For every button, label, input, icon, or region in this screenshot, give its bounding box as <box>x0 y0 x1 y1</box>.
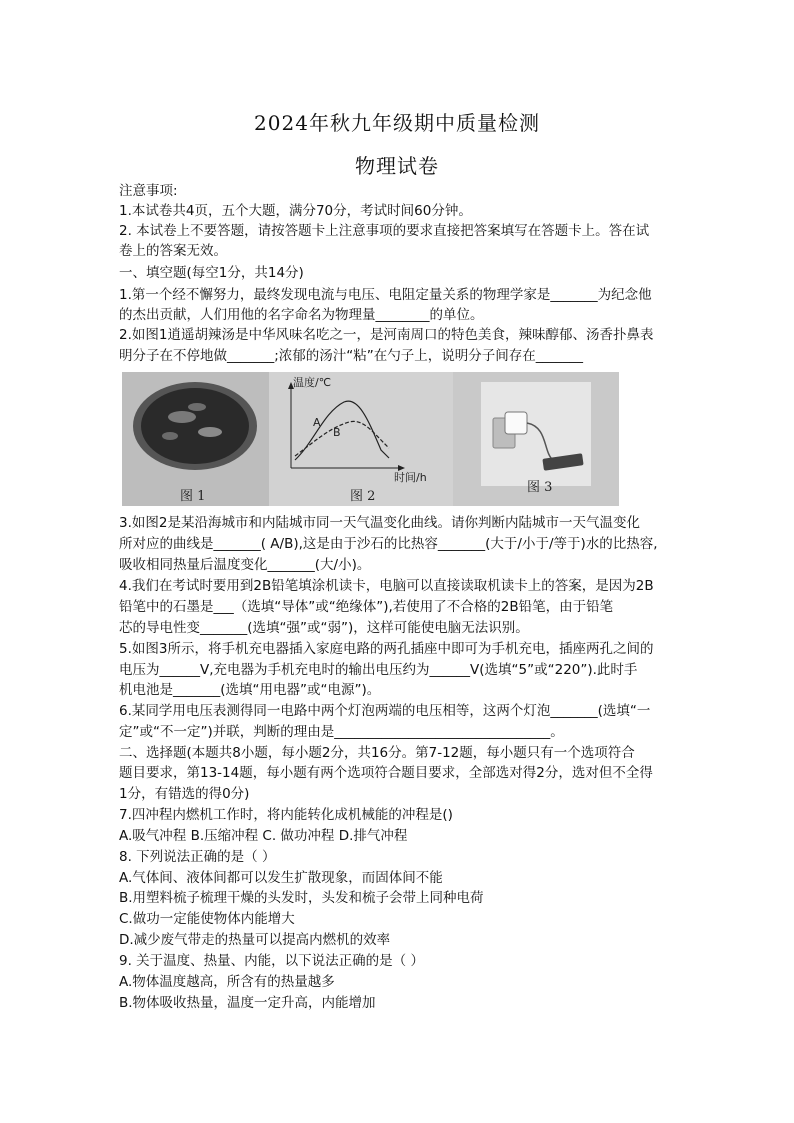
question-7: 7.四冲程内燃机工作时，将内能转化成机械能的冲程是() <box>119 807 453 823</box>
exam-title: 2024年秋九年级期中质量检测 <box>254 111 540 135</box>
question-5-line-3: 机电池是_______(选填“用电器”或“电源”)。 <box>119 682 381 698</box>
question-8: 8. 下列说法正确的是（ ） <box>119 849 276 865</box>
notice-heading: 注意事项: <box>119 183 178 199</box>
notice-2: 2. 本试卷上不要答题，请按答题卡上注意事项的要求直接把答案填写在答题卡上。答在试 <box>119 223 650 239</box>
question-8-option-a: A.气体间、液体间都可以发生扩散现象，而固体间不能 <box>119 870 443 886</box>
section-2-heading-line-2: 题目要求，第13-14题，每小题有两个选项符合题目要求，全部选对得2分，选对但不全得 <box>119 765 653 781</box>
question-8-option-b: B.用塑料梳子梳理干燥的头发时，头发和梳子会带上同种电荷 <box>119 890 484 906</box>
question-6-line-2: 定”或“不一定”)并联，判断的理由是________________________________。 <box>119 724 564 740</box>
question-4-line-2: 铅笔中的石墨是___（选填“导体”或“绝缘体”),若使用了不合格的2B铅笔，由于铅笔 <box>119 599 614 615</box>
exam-subtitle: 物理试卷 <box>355 154 439 178</box>
figure-2-label: 图 2 <box>350 489 376 504</box>
question-9-option-b: B.物体吸收热量，温度一定升高，内能增加 <box>119 995 376 1011</box>
question-3-line-1: 3.如图2是某沿海城市和内陆城市同一天气温变化曲线。请你判断内陆城市一天气温变化 <box>119 515 640 531</box>
curve-b-label: B <box>333 426 341 439</box>
notice-1: 1.本试卷共4页，五个大题，满分70分，考试时间60分钟。 <box>119 203 472 219</box>
figure-1-label: 图 1 <box>180 489 206 504</box>
question-5-line-1: 5.如图3所示，将手机充电器插入家庭电路的两孔插座中即可为手机充电，插座两孔之间的 <box>119 641 654 657</box>
question-3-line-2: 所对应的曲线是_______( A/B),这是由于沙石的比热容_______(大于/小于/等于)水的比热容, <box>119 536 658 552</box>
y-axis-label: 温度/℃ <box>293 376 332 389</box>
question-2-line-1: 2.如图1逍遥胡辣汤是中华风味名吃之一，是河南周口的特色美食，辣味醇郁、汤香扑鼻表 <box>119 327 654 343</box>
section-2-heading-line-1: 二、选择题(本题共8小题，每小题2分，共16分。第7-12题，每小题只有一个选项符合 <box>119 745 635 761</box>
question-1-line-1: 1.第一个经不懈努力，最终发现电流与电压、电阻定量关系的物理学家是_______为纪念他 <box>119 287 652 303</box>
notice-2-cont: 卷上的答案无效。 <box>119 243 227 259</box>
question-3-line-3: 吸收相同热量后温度变化_______(大/小)。 <box>119 557 371 573</box>
question-7-options: A.吸气冲程 B.压缩冲程 C. 做功冲程 D.排气冲程 <box>119 828 408 844</box>
question-8-option-c: C.做功一定能使物体内能增大 <box>119 911 295 927</box>
question-2-line-2: 明分子在不停地做_______;浓郁的汤汁“粘”在勺子上，说明分子间存在_______ <box>119 348 584 364</box>
question-1-line-2: 的杰出贡献，人们用他的名字命名为物理量________的单位。 <box>119 307 484 323</box>
section-1-heading: 一、填空题(每空1分，共14分) <box>119 265 304 281</box>
question-9-option-a: A.物体温度越高，所含有的热量越多 <box>119 974 335 990</box>
x-axis-label: 时间/h <box>394 471 427 484</box>
question-5-line-2: 电压为______V,充电器为手机充电时的输出电压约为______V(选填“5”或“220”).此时手 <box>119 662 638 678</box>
question-4-line-1: 4.我们在考试时要用到2B铅笔填涂机读卡，电脑可以直接读取机读卡上的答案，是因为2B <box>119 578 654 594</box>
figure-3-label: 图 3 <box>527 480 553 495</box>
question-8-option-d: D.减少废气带走的热量可以提高内燃机的效率 <box>119 932 391 948</box>
question-6-line-1: 6.某同学用电压表测得同一电路中两个灯泡两端的电压相等，这两个灯泡_______(选填“一 <box>119 703 651 719</box>
section-2-heading-line-3: 1分，有错选的得0分) <box>119 786 250 802</box>
question-4-line-3: 芯的导电性变_______(选填“强”或“弱”)，这样可能使电脑无法识别。 <box>119 620 529 636</box>
question-9: 9. 关于温度、热量、内能，以下说法正确的是（ ） <box>119 953 424 969</box>
curve-a-label: A <box>313 416 321 429</box>
